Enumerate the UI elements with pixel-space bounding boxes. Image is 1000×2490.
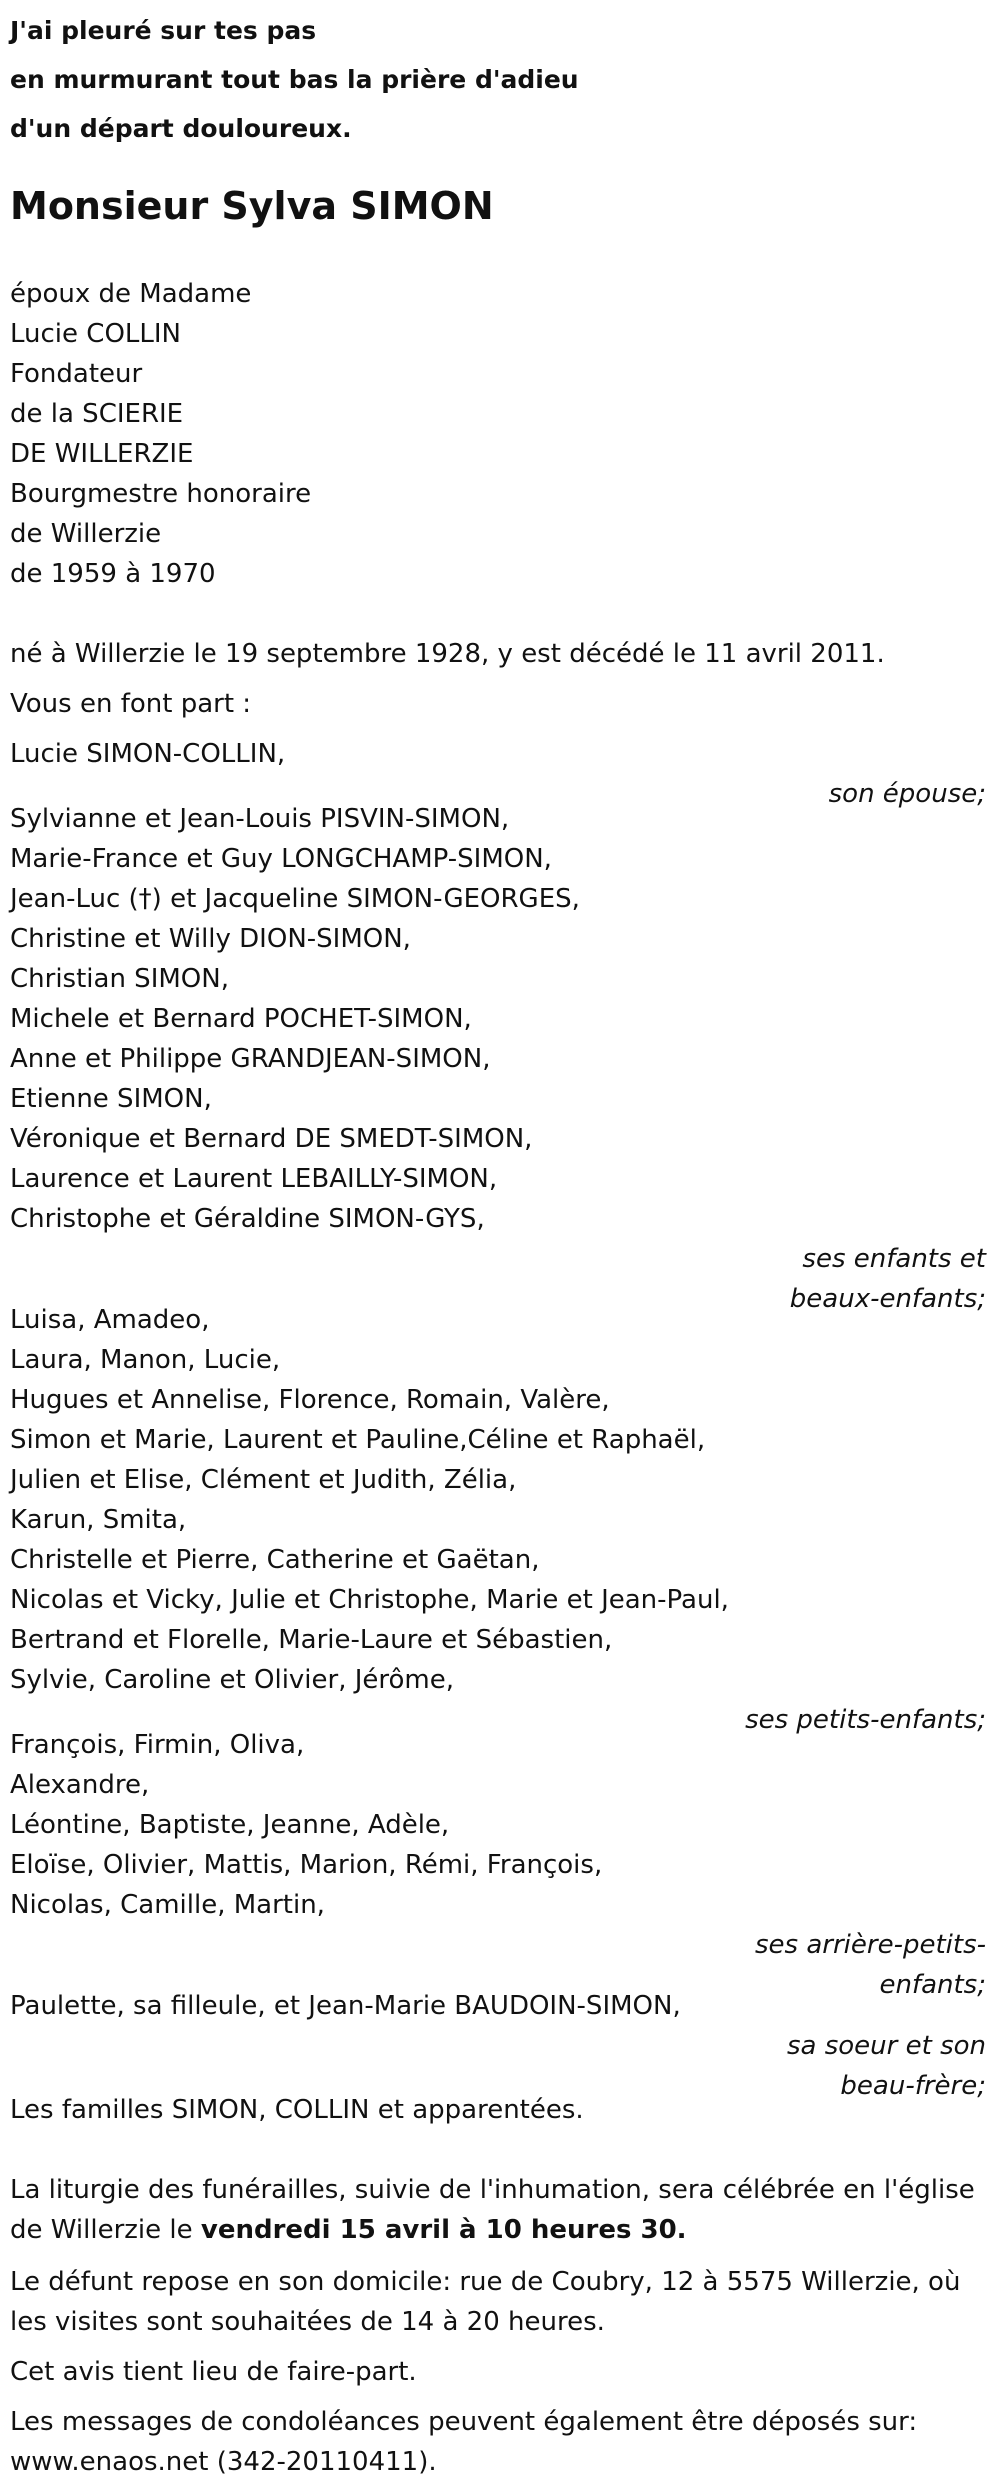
children-section xyxy=(10,799,990,1319)
child-name: Etienne SIMON, xyxy=(10,1084,212,1114)
grandchildren-role: ses petits-enfants; xyxy=(745,1705,986,1735)
birth-death xyxy=(10,634,990,674)
grandchild-name: Hugues et Annelise, Florence, Romain, Valère, xyxy=(10,1385,610,1415)
title-line: Bourgmestre honoraire xyxy=(10,479,312,509)
spouse-name: Lucie SIMON-COLLIN, xyxy=(10,739,286,769)
children-role: beaux-enfants; xyxy=(789,1284,986,1314)
funeral-info xyxy=(10,2170,990,2250)
condolences-link: www.enaos.net (342-20110411). xyxy=(10,2447,437,2477)
grandchild-name: Julien et Elise, Clément et Judith, Zélia, xyxy=(10,1465,517,1495)
great-grandchild-name: Nicolas, Camille, Martin, xyxy=(10,1890,325,1920)
visitation-info xyxy=(10,2262,990,2342)
visitation-line: les visites sont souhaitées de 14 à 20 heures. xyxy=(10,2307,605,2337)
child-name: Laurence et Laurent LEBAILLY-SIMON, xyxy=(10,1164,498,1194)
grandchild-name: Laura, Manon, Lucie, xyxy=(10,1345,281,1375)
visitation-line: Le défunt repose en son domicile: rue de Coubry, 12 à 5575 Willerzie, où xyxy=(10,2267,961,2297)
title-line: Lucie COLLIN xyxy=(10,319,181,349)
grandchild-name: Simon et Marie, Laurent et Pauline,Céline et Raphaël, xyxy=(10,1425,706,1455)
grandchild-name: Christelle et Pierre, Catherine et Gaëtan, xyxy=(10,1545,540,1575)
families xyxy=(10,2090,990,2130)
sister-name: Paulette, sa filleule, et Jean-Marie BAUDOIN-SIMON, xyxy=(10,1991,681,2021)
titles xyxy=(10,274,990,594)
title-line: DE WILLERZIE xyxy=(10,439,194,469)
sister-role: sa soeur et son xyxy=(786,2031,986,2061)
poem xyxy=(10,6,579,153)
funeral-line: La liturgie des funérailles, suivie de l'inhumation, sera célébrée en l'église xyxy=(10,2175,975,2205)
grandchild-name: Bertrand et Florelle, Marie-Laure et Sébastien, xyxy=(10,1625,613,1655)
title-line: de la SCIERIE xyxy=(10,399,184,429)
grandchild-name: Sylvie, Caroline et Olivier, Jérôme, xyxy=(10,1665,455,1695)
grandchildren-section xyxy=(10,1300,990,1740)
child-name: Véronique et Bernard DE SMEDT-SIMON, xyxy=(10,1124,533,1154)
child-name: Michele et Bernard POCHET-SIMON, xyxy=(10,1004,472,1034)
notice xyxy=(10,2352,990,2392)
grandchild-name: Karun, Smita, xyxy=(10,1505,187,1535)
funeral-line xyxy=(10,2210,990,2250)
child-name: Marie-France et Guy LONGCHAMP-SIMON, xyxy=(10,844,552,874)
condolences-info xyxy=(10,2402,990,2482)
title-line: Fondateur xyxy=(10,359,143,389)
notice-text: Cet avis tient lieu de faire-part. xyxy=(10,2357,417,2387)
condolences-line: Les messages de condoléances peuvent également être déposés sur: xyxy=(10,2407,918,2437)
great-grandchild-name: Alexandre, xyxy=(10,1770,150,1800)
great-grandchildren-role: ses arrière-petits- xyxy=(755,1930,986,1960)
child-name: Sylvianne et Jean-Louis PISVIN-SIMON, xyxy=(10,804,510,834)
announce xyxy=(10,684,990,724)
great-grandchild-name: Eloïse, Olivier, Mattis, Marion, Rémi, François, xyxy=(10,1850,603,1880)
birth-death-text: né à Willerzie le 19 septembre 1928, y est décédé le 11 avril 2011. xyxy=(10,639,885,669)
grandchild-name: Luisa, Amadeo, xyxy=(10,1305,210,1335)
great-grandchildren-role: enfants; xyxy=(879,1970,986,2000)
families-text: Les familles SIMON, COLLIN et apparentées. xyxy=(10,2095,584,2125)
great-grandchild-name: François, Firmin, Oliva, xyxy=(10,1730,305,1760)
poem-line: en murmurant tout bas la prière d'adieu xyxy=(10,65,579,94)
funeral-text: de Willerzie le xyxy=(10,2215,201,2245)
great-grandchildren-section xyxy=(10,1725,990,2005)
child-name: Christophe et Géraldine SIMON-GYS, xyxy=(10,1204,485,1234)
child-name: Christian SIMON, xyxy=(10,964,229,994)
title-line: de Willerzie xyxy=(10,519,162,549)
grandchild-name: Nicolas et Vicky, Julie et Christophe, Marie et Jean-Paul, xyxy=(10,1585,729,1615)
child-name: Jean-Luc (†) et Jacqueline SIMON-GEORGES, xyxy=(10,884,580,914)
sister-role: beau-frère; xyxy=(840,2071,986,2101)
title-line: époux de Madame xyxy=(10,279,252,309)
funeral-date: vendredi 15 avril à 10 heures 30. xyxy=(200,2215,687,2245)
poem-line: J'ai pleuré sur tes pas xyxy=(10,16,317,45)
child-name: Christine et Willy DION-SIMON, xyxy=(10,924,411,954)
children-role: ses enfants et xyxy=(802,1244,986,1274)
great-grandchild-name: Léontine, Baptiste, Jeanne, Adèle, xyxy=(10,1810,450,1840)
deceased-name: Monsieur Sylva SIMON xyxy=(10,184,494,228)
child-name: Anne et Philippe GRANDJEAN-SIMON, xyxy=(10,1044,491,1074)
sister-section xyxy=(10,1986,990,2106)
title-line: de 1959 à 1970 xyxy=(10,559,216,589)
spouse-role: son épouse; xyxy=(828,779,986,809)
announce-text: Vous en font part : xyxy=(10,689,252,719)
poem-line: d'un départ douloureux. xyxy=(10,114,352,143)
